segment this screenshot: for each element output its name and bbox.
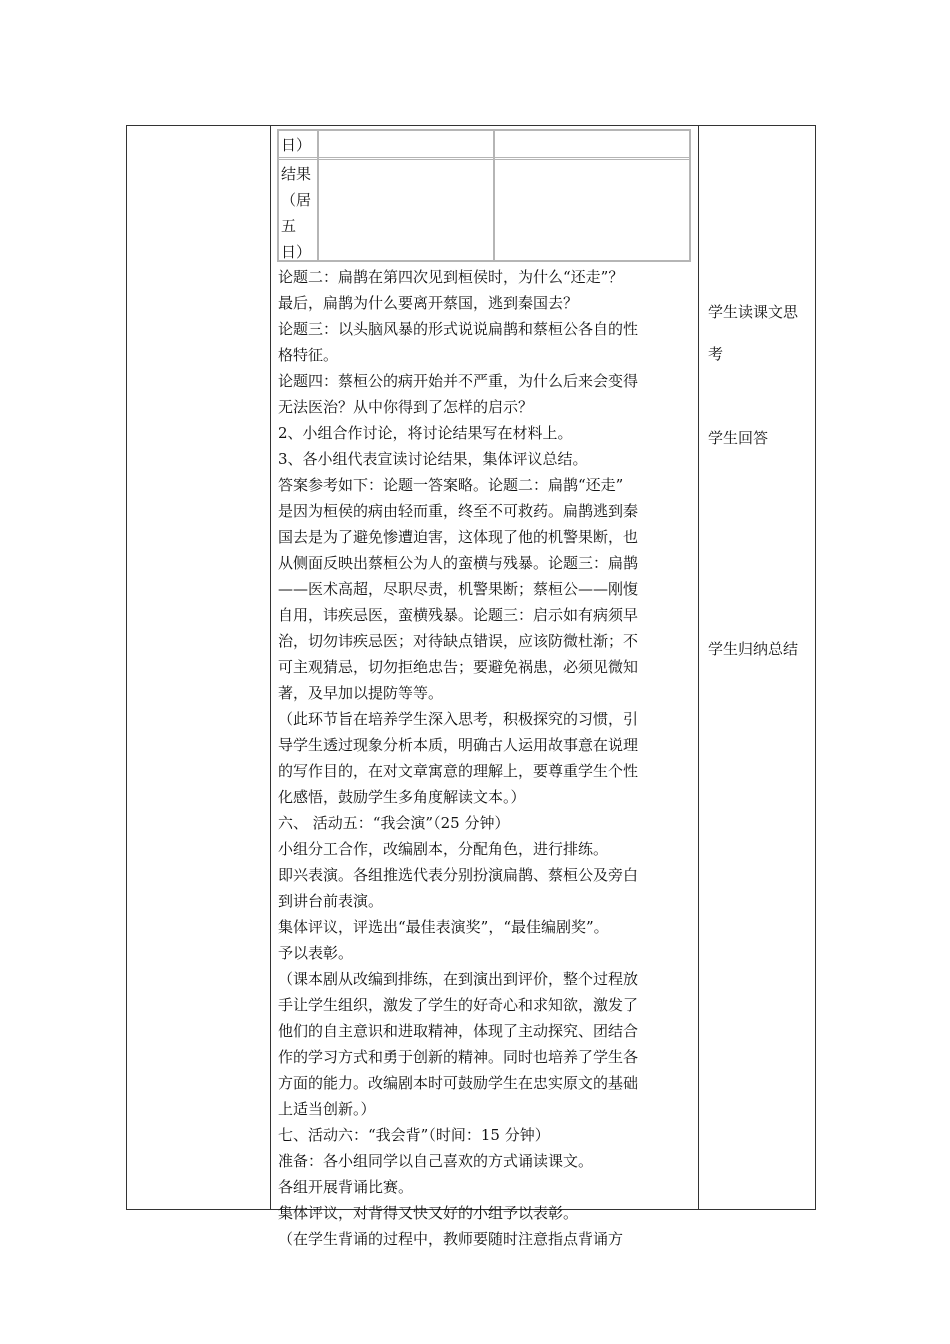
body-line: 方面的能力。改编剧本时可鼓励学生在忠实原文的基础 (278, 1074, 639, 1092)
body-line: 论题二：扁鹊在第四次见到桓侯时，为什么“还走”？ (278, 268, 624, 286)
body-line: 最后，扁鹊为什么要离开蔡国，逃到秦国去？ (278, 294, 579, 312)
column-divider-right (698, 126, 699, 1209)
body-line: 予以表彰。 (278, 944, 354, 962)
lesson-body-text (278, 264, 696, 1252)
body-line: 论题四：蔡桓公的病开始并不严重，为什么后来会变得 (278, 372, 639, 390)
body-line: 3、各小组代表宣读讨论结果，集体评议总结。 (278, 450, 588, 468)
body-line: （课本剧从改编到排练，在到演出到评价，整个过程放 (278, 970, 639, 988)
result-table-col-divider-2 (493, 131, 495, 260)
body-line: 答案参考如下：论题一答案略。论题二：扁鹊“还走” (278, 476, 624, 494)
student-activity-answer: 学生回答 (708, 429, 769, 447)
body-line: 导学生透过现象分析本质，明确古人运用故事意在说理 (278, 736, 639, 754)
result-table (277, 129, 691, 262)
column-divider-left (270, 126, 271, 1209)
body-line: 作的学习方式和勇于创新的精神。同时也培养了学生各 (278, 1048, 639, 1066)
body-line: 自用，讳疾忌医，蛮横残暴。论题三：启示如有病须早 (278, 606, 639, 624)
body-line: （此环节旨在培养学生深入思考，积极探究的习惯，引 (278, 710, 639, 728)
body-line: 七、活动六：“我会背”（时间：15 分钟） (278, 1126, 550, 1144)
body-line: 六、 活动五：“我会演”（25 分钟） (278, 814, 510, 832)
body-line: 国去是为了避免惨遭迫害，这体现了他的机警果断，也 (278, 528, 639, 546)
body-line: 化感悟，鼓励学生多角度解读文本。） (278, 788, 526, 806)
body-line: 格特征。 (278, 346, 339, 364)
result-table-row-divider (279, 157, 689, 160)
body-line: 可主观猜忌，切勿拒绝忠告；要避免祸患，必须见微知 (278, 658, 639, 676)
body-line: 各组开展背诵比赛。 (278, 1178, 414, 1196)
body-line: 的写作目的，在对文章寓意的理解上，要尊重学生个性 (278, 762, 639, 780)
student-activity-summarize: 学生归纳总结 (708, 640, 799, 658)
result-table-row2-label: 结果 （居 五 日） (281, 165, 312, 261)
body-line: 是因为桓侯的病由轻而重，终至不可救药。扁鹊逃到秦 (278, 502, 639, 520)
result-table-row1-label: 日） (281, 136, 312, 154)
body-line: 即兴表演。各组推选代表分别扮演扁鹊、蔡桓公及旁白 (278, 866, 639, 884)
body-line: 无法医治？从中你得到了怎样的启示？ (278, 398, 534, 416)
student-activity-read-think: 学生读课文思 考 (708, 303, 799, 363)
body-line: 准备：各小组同学以自己喜欢的方式诵读课文。 (278, 1152, 594, 1170)
body-line: 著，及早加以提防等等。 (278, 684, 444, 702)
body-line: 他们的自主意识和进取精神，体现了主动探究、团结合 (278, 1022, 639, 1040)
result-table-col-divider-1 (317, 131, 319, 260)
body-line: 2、小组合作讨论，将讨论结果写在材料上。 (278, 424, 573, 442)
body-line: 集体评议，对背得又快又好的小组予以表彰。 (278, 1204, 579, 1222)
body-line: 小组分工合作，改编剧本，分配角色，进行排练。 (278, 840, 609, 858)
body-line: 上适当创新。） (278, 1100, 376, 1118)
body-line: 治，切勿讳疾忌医；对待缺点错误，应该防微杜渐；不 (278, 632, 639, 650)
body-line: 论题三：以头脑风暴的形式说说扁鹊和蔡桓公各自的性 (278, 320, 639, 338)
body-line: 从侧面反映出蔡桓公为人的蛮横与残暴。论题三：扁鹊 (278, 554, 639, 572)
body-line: ——医术高超，尽职尽责，机警果断；蔡桓公——刚愎 (278, 580, 639, 598)
body-line: （在学生背诵的过程中，教师要随时注意指点背诵方 (278, 1230, 624, 1248)
lesson-plan-table (126, 125, 816, 1248)
body-line: 集体评议，评选出“最佳表演奖”，“最佳编剧奖”。 (278, 918, 609, 936)
body-line: 手让学生组织，激发了学生的好奇心和求知欲，激发了 (278, 996, 639, 1014)
body-line: 到讲台前表演。 (278, 892, 384, 910)
